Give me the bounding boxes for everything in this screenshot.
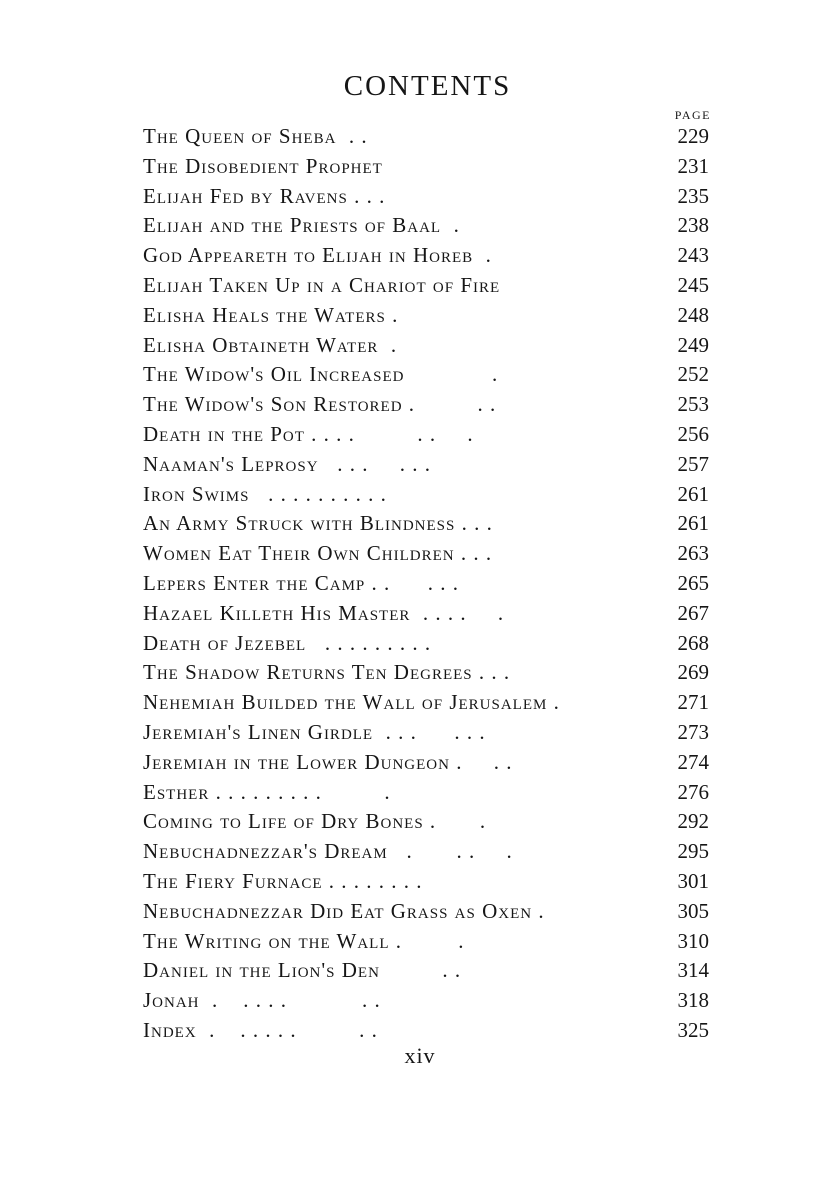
toc-entry (0, 866, 840, 896)
toc-entry-title: The Writing on the Wall . . (143, 928, 465, 953)
page-number: xiv (404, 1043, 436, 1068)
toc-entry (0, 240, 840, 270)
toc-entry (0, 508, 840, 538)
toc-entry (0, 777, 840, 807)
toc-entry-page: 238 (677, 213, 709, 238)
toc-entry-page: 305 (677, 898, 709, 923)
toc-entry-page: 318 (677, 988, 709, 1013)
page-title: CONTENTS (343, 70, 512, 102)
toc-entry-page: 276 (677, 779, 709, 804)
toc-entry-page: 271 (677, 690, 709, 715)
toc-entry-page: 261 (677, 481, 709, 506)
toc-entry-title: Esther . . . . . . . . . . (143, 779, 391, 804)
toc-entry-page: 267 (677, 600, 709, 625)
toc-entry-title: Jonah . . . . . . . (143, 988, 381, 1013)
toc-entry-title: The Disobedient Prophet (143, 153, 383, 178)
toc-entry-title: Elijah and the Priests of Baal . (143, 213, 460, 238)
toc-entry (0, 449, 840, 479)
toc-entry-page: 268 (677, 630, 709, 655)
toc-entry-title: Death of Jezebel . . . . . . . . . (143, 630, 432, 655)
toc-entry-page: 325 (677, 1017, 709, 1042)
toc-entry-page: 249 (677, 332, 709, 357)
toc-entry-title: Elisha Heals the Waters . (143, 302, 399, 327)
toc-entry (0, 955, 840, 985)
toc-entry (0, 270, 840, 300)
toc-entry-page: 243 (677, 243, 709, 268)
toc-entry (0, 806, 840, 836)
toc-entry-page: 253 (677, 392, 709, 417)
toc-entry (0, 419, 840, 449)
toc-entry (0, 717, 840, 747)
toc-entry-title: Iron Swims . . . . . . . . . . (143, 481, 387, 506)
toc-entry (0, 628, 840, 658)
toc-entry (0, 389, 840, 419)
toc-entry-page: 245 (677, 272, 709, 297)
toc-entry-title: The Queen of Sheba . . (143, 124, 368, 148)
toc-entry-title: Lepers Enter the Camp . . . . . (143, 570, 460, 595)
toc-entry (0, 896, 840, 926)
toc-entry (0, 568, 840, 598)
toc-entry-page: 295 (677, 839, 709, 864)
toc-entry-page: 231 (677, 153, 709, 178)
toc-entry-page: 256 (677, 421, 709, 446)
toc-entry (0, 151, 840, 181)
toc-entry-page: 314 (677, 958, 709, 983)
toc-entry (0, 747, 840, 777)
toc-entry (0, 926, 840, 956)
toc-entry-page: 273 (677, 719, 709, 744)
toc-entry-title: Women Eat Their Own Children . . . (143, 541, 493, 566)
toc-entry-title: Nebuchadnezzar Did Eat Grass as Oxen . (143, 898, 545, 923)
toc-entry-title: The Widow's Son Restored . . . (143, 392, 497, 417)
toc-entry (0, 538, 840, 568)
toc-entry-title: The Shadow Returns Ten Degrees . . . (143, 660, 511, 685)
toc-entry-page: 248 (677, 302, 709, 327)
toc-entry (0, 300, 840, 330)
toc-entry-page: 263 (677, 541, 709, 566)
toc-entry (0, 687, 840, 717)
toc-entry-page: 229 (677, 124, 709, 148)
toc-entry (0, 985, 840, 1015)
toc-entry-page: 301 (677, 868, 709, 893)
toc-entry-title: Nebuchadnezzar's Dream . . . . (143, 839, 513, 864)
toc-entry (0, 479, 840, 509)
toc-entry-title: Index . . . . . . . . (143, 1017, 378, 1042)
toc-entry (0, 359, 840, 389)
toc-entry-title: Hazael Killeth His Master . . . . . (143, 600, 505, 625)
toc-entry-title: Jeremiah in the Lower Dungeon . . . (143, 749, 513, 774)
toc-entry-title: Elijah Fed by Ravens . . . (143, 183, 386, 208)
toc-entry-page: 257 (677, 451, 709, 476)
toc-entry-title: The Widow's Oil Increased . (143, 362, 499, 387)
toc-entry-page: 292 (677, 809, 709, 834)
toc-entry-page: 235 (677, 183, 709, 208)
toc-entry-page: 252 (677, 362, 709, 387)
toc-entry (0, 1015, 840, 1045)
table-of-contents (0, 121, 840, 1045)
toc-entry-title: God Appeareth to Elijah in Horeb . (143, 243, 492, 268)
toc-entry (0, 210, 840, 240)
toc-entry (0, 598, 840, 628)
toc-entry-title: Jeremiah's Linen Girdle . . . . . . (143, 719, 486, 744)
toc-entry-page: 310 (677, 928, 709, 953)
toc-entry (0, 121, 840, 151)
toc-entry-title: Daniel in the Lion's Den . . (143, 958, 462, 983)
toc-entry (0, 181, 840, 211)
toc-entry-page: 261 (677, 511, 709, 536)
toc-entry-page: 265 (677, 570, 709, 595)
toc-entry-title: Nehemiah Builded the Wall of Jerusalem . (143, 690, 560, 715)
toc-entry (0, 330, 840, 360)
toc-entry-title: An Army Struck with Blindness . . . (143, 511, 493, 536)
toc-entry-title: Elisha Obtaineth Water . (143, 332, 398, 357)
toc-entry-page: 269 (677, 660, 709, 685)
toc-entry-title: The Fiery Furnace . . . . . . . . (143, 868, 423, 893)
toc-entry-page: 274 (677, 749, 709, 774)
toc-entry-title: Elijah Taken Up in a Chariot of Fire (143, 272, 501, 297)
page-column-label: PAGE (674, 108, 711, 122)
toc-entry-title: Death in the Pot . . . . . . . (143, 421, 474, 446)
toc-entry (0, 836, 840, 866)
toc-entry-title: Coming to Life of Dry Bones . . (143, 809, 487, 834)
toc-entry (0, 657, 840, 687)
toc-entry-title: Naaman's Leprosy . . . . . . (143, 451, 432, 476)
